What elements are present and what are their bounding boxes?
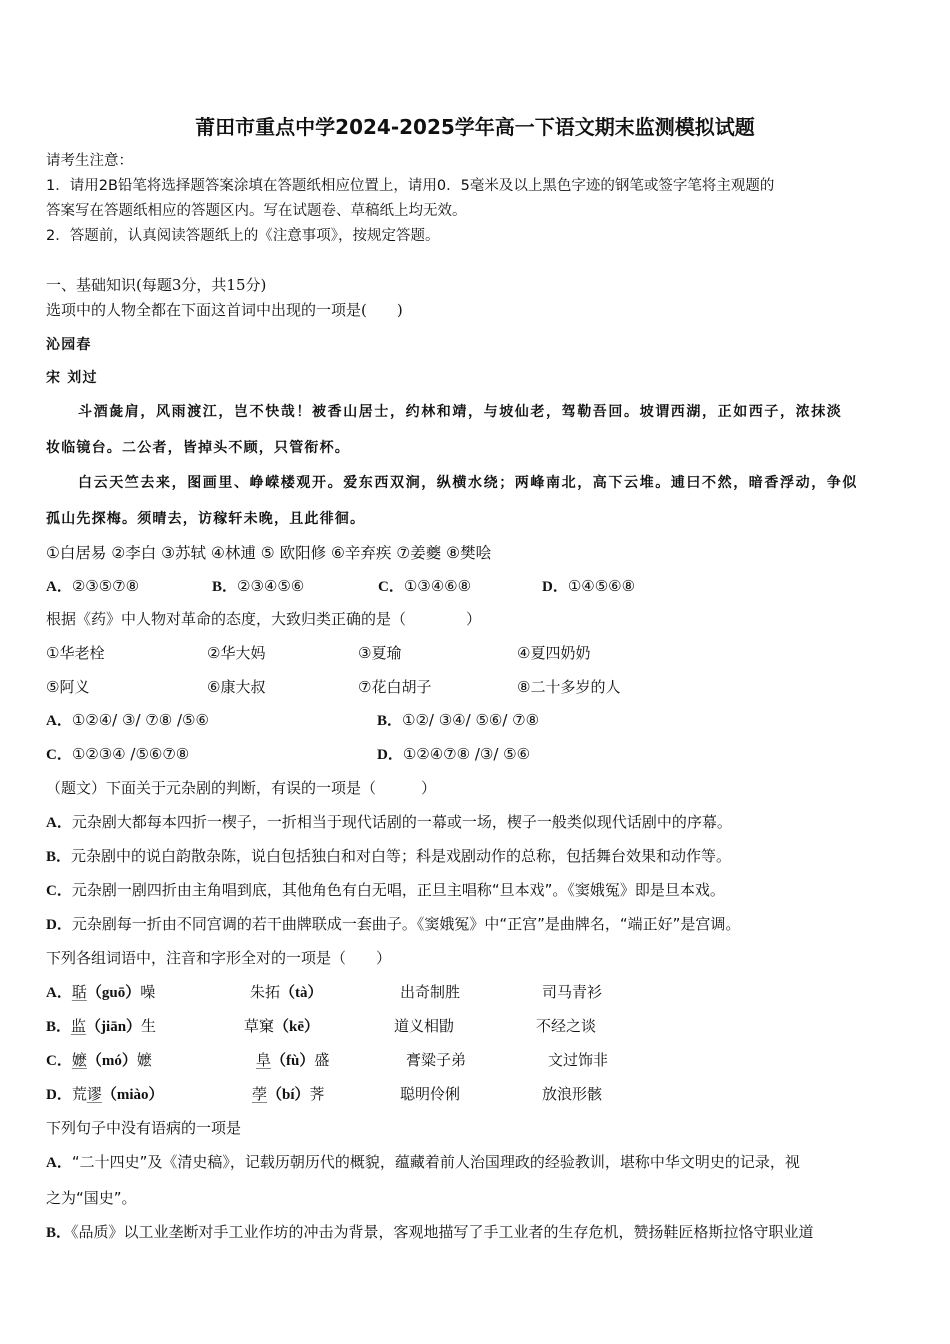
q1-options (46, 576, 906, 598)
q3-option-b[interactable]: B．元杂剧中的说白韵散杂陈，说白包括独白和对白等；科是戏剧动作的总称，包括舞台效果和动作等。 (46, 847, 732, 865)
notice-item-1-line-2: 答案写在答题纸相应的答题区内。写在试题卷、草稿纸上均无效。 (46, 203, 467, 219)
q3-option-c[interactable]: C．元杂剧一剧四折由主角唱到底，其他角色有白无唱，正旦主唱称“旦本戏”。《窦娥冤》即是旦本戏。 (46, 881, 725, 899)
q2-character: ①华老栓 (46, 644, 105, 662)
q2-options-row-1 (46, 710, 906, 732)
q1-option-d[interactable]: D．①④⑤⑥⑧ (542, 577, 636, 595)
notice-item-2: 2．答题前，认真阅读答题纸上的《注意事项》，按规定答题。 (46, 228, 440, 244)
q2-character: ⑧二十多岁的人 (517, 678, 621, 696)
poem-title: 沁园春 (46, 337, 92, 353)
q4-option-b[interactable]: B．监（jiān）生 草窠（kē） 道义相勖 不经之谈 (46, 1017, 597, 1035)
poem-stanza-1-line-2: 妆临镜台。二公者，皆掉头不顾，只管衔杯。 (46, 440, 350, 456)
q1-option-b[interactable]: B．②③④⑤⑥ (212, 577, 305, 595)
q2-characters-row-2 (46, 677, 906, 699)
q2-characters-row-1 (46, 643, 906, 665)
section-heading: 一、基础知识(每题3分，共15分) (46, 276, 267, 294)
q5-stem: 下列句子中没有语病的一项是 (46, 1119, 242, 1137)
q3-option-d[interactable]: D．元杂剧每一折由不同宫调的若干曲牌联成一套曲子。《窦娥冤》中“正宫”是曲牌名，“端正好”是宫调。 (46, 915, 741, 933)
q4-option-a[interactable]: A．聒（guō）噪 朱拓（tà） 出奇制胜 司马青衫 (46, 983, 603, 1001)
q4-option-c[interactable]: C．嬷（mó）嬷 阜（fù）盛 膏粱子弟 文过饰非 (46, 1051, 609, 1069)
page-title: 莆田市重点中学2024-2025学年高一下语文期末监测模拟试题 (195, 115, 755, 139)
q3-stem: （题文）下面关于元杂剧的判断，有误的一项是（ ） (46, 779, 437, 797)
q2-character: ②华大妈 (207, 644, 266, 662)
q3-option-a[interactable]: A．元杂剧大都每本四折一楔子，一折相当于现代话剧的一幕或一场，楔子一般类似现代话剧中的序幕。 (46, 813, 732, 831)
q2-character: ③夏瑜 (358, 644, 402, 662)
poem-author: 宋 刘过 (46, 370, 98, 386)
q1-stem: 选项中的人物全都在下面这首词中出现的一项是( ) (46, 301, 403, 319)
poem-stanza-2-line-2: 孤山先探梅。须晴去，访稼轩未晚，且此徘徊。 (46, 511, 366, 527)
q4-option-d[interactable]: D．荒谬（miào） 荸（bí）荠 聪明伶俐 放浪形骸 (46, 1085, 603, 1103)
notice-heading: 请考生注意： (46, 153, 133, 169)
poem-stanza-1-line-1: 斗酒彘肩，风雨渡江，岂不快哉！被香山居士，约林和靖，与坡仙老，驾勒吾回。坡谓西湖，正如西子，浓抹淡 (78, 404, 843, 420)
notice-item-1-line-1: 1．请用2B铅笔将选择题答案涂填在答题纸相应位置上，请用0．5毫米及以上黑色字迹的钢笔或签字笔将主观题的 (46, 178, 775, 194)
q5-option-a-line-1[interactable]: A．“二十四史”及《清史稿》，记载历朝历代的概貌，蕴藏着前人治国理政的经验教训，堪称中华文明史的记录，视 (46, 1153, 800, 1171)
q2-option-d[interactable]: D．①②④⑦⑧ /③/ ⑤⑥ (377, 745, 531, 763)
q2-options-row-2 (46, 744, 906, 766)
q5-option-a-line-2: 之为“国史”。 (46, 1189, 137, 1207)
q4-stem: 下列各组词语中，注音和字形全对的一项是（ ） (46, 949, 392, 967)
poem-stanza-2-line-1: 白云天竺去来，图画里、峥嵘楼观开。爱东西双涧，纵横水绕；两峰南北，高下云堆。逋曰不然，暗香浮动，争似 (78, 475, 858, 491)
q2-character: ⑥康大叔 (207, 678, 266, 696)
q1-people-list: ①白居易 ②李白 ③苏轼 ④林逋 ⑤ 欧阳修 ⑥辛弃疾 ⑦姜夔 ⑧樊哙 (46, 544, 492, 562)
q2-option-b[interactable]: B．①②/ ③④/ ⑤⑥/ ⑦⑧ (377, 711, 540, 729)
q1-option-a[interactable]: A．②③⑤⑦⑧ (46, 577, 140, 595)
q2-stem: 根据《药》中人物对革命的态度，大致归类正确的是（ ） (46, 610, 482, 628)
q2-character: ⑦花白胡子 (358, 678, 432, 696)
q2-option-c[interactable]: C．①②③④ /⑤⑥⑦⑧ (46, 745, 190, 763)
q1-option-c[interactable]: C．①③④⑥⑧ (378, 577, 472, 595)
q2-character: ⑤阿义 (46, 678, 90, 696)
q5-option-b-line-1[interactable]: B．《品质》以工业垄断对手工业作坊的冲击为背景，客观地描写了手工业者的生存危机，赞扬鞋匠格斯拉恪守职业道 (46, 1223, 814, 1241)
q2-option-a[interactable]: A．①②④/ ③/ ⑦⑧ /⑤⑥ (46, 711, 209, 729)
q2-character: ④夏四奶奶 (517, 644, 591, 662)
